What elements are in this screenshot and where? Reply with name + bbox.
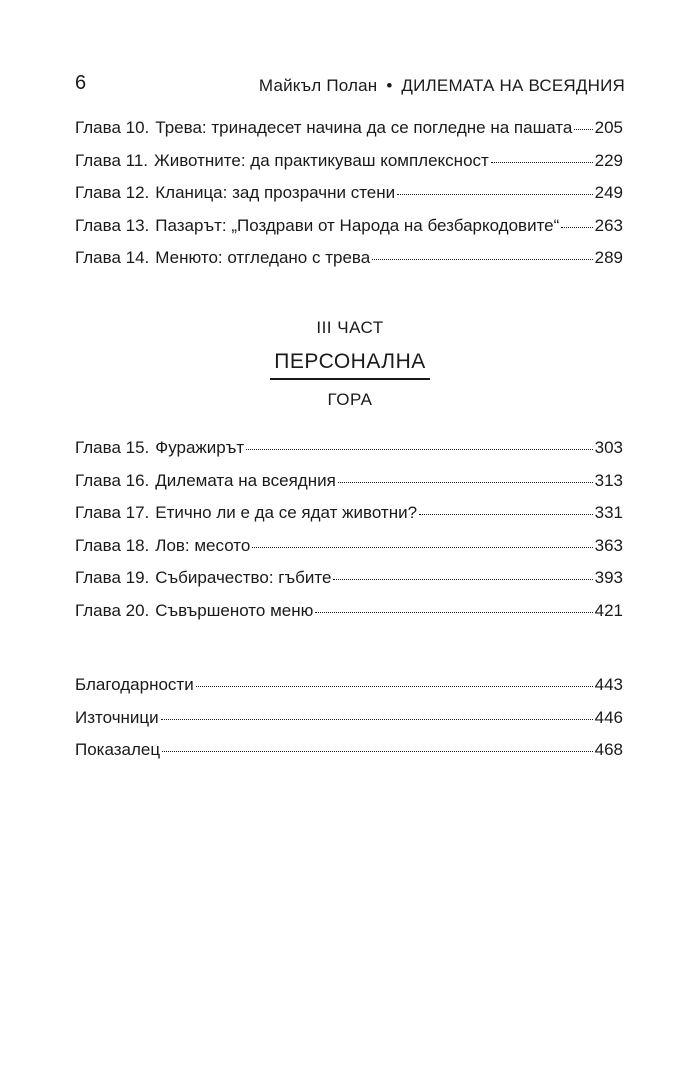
toc-section-part2 xyxy=(75,118,623,281)
toc-entry[interactable] xyxy=(75,601,623,634)
page-ref: 263 xyxy=(594,215,623,235)
page-ref: 313 xyxy=(594,470,623,490)
chapter-title: Кланица: зад прозрачни стени xyxy=(155,183,396,202)
page-ref: 229 xyxy=(594,150,623,170)
running-header xyxy=(75,72,625,98)
dot-leader xyxy=(372,259,592,260)
page-ref: 393 xyxy=(594,568,623,587)
dot-leader xyxy=(315,612,592,613)
part-label xyxy=(0,318,700,338)
dot-leader xyxy=(419,514,593,515)
chapter-number: Глава 13. xyxy=(75,215,150,235)
chapter-number: Глава 20. xyxy=(75,600,150,620)
page-ref: 363 xyxy=(594,535,623,555)
dot-leader xyxy=(574,129,592,130)
toc-entry[interactable] xyxy=(75,675,623,708)
dot-leader xyxy=(162,751,593,752)
part-label-text: III ЧАСТ xyxy=(316,318,384,337)
toc-entry[interactable] xyxy=(75,536,623,569)
toc-entry[interactable] xyxy=(75,151,623,184)
toc-entry[interactable] xyxy=(75,248,623,281)
chapter-title: Пазарът: „Поздрави от Народа на безбаркодовите“ xyxy=(155,215,560,235)
chapter-number: Глава 17. xyxy=(75,503,150,522)
page-number: 6 xyxy=(75,72,87,94)
chapter-title: Трева: тринадесет начина да се погледне на пашата xyxy=(155,118,573,137)
chapter-title: Етично ли е да се ядат животни? xyxy=(155,503,418,522)
page-ref: 421 xyxy=(594,600,623,620)
bullet-separator: • xyxy=(386,76,393,95)
dot-leader xyxy=(491,162,593,163)
dot-leader xyxy=(161,719,593,720)
part-title-text: ПЕРСОНАЛНА xyxy=(270,350,430,380)
dot-leader xyxy=(397,194,593,195)
dot-leader xyxy=(196,686,593,687)
page-ref: 331 xyxy=(594,503,623,522)
running-head xyxy=(259,76,625,96)
page-ref: 205 xyxy=(594,118,623,137)
chapter-title: Лов: месото xyxy=(155,535,251,555)
toc-entry[interactable] xyxy=(75,118,623,151)
part-title xyxy=(0,350,700,380)
page-ref: 249 xyxy=(594,183,623,202)
page-ref: 446 xyxy=(594,707,623,727)
chapter-title: Фуражирът xyxy=(155,438,245,457)
toc-entry[interactable] xyxy=(75,568,623,601)
chapter-number: Глава 11. xyxy=(75,150,149,170)
chapter-title: Събирачество: гъбите xyxy=(155,568,332,587)
toc-entry[interactable] xyxy=(75,438,623,471)
toc-section-part3 xyxy=(75,438,623,633)
section-title: Източници xyxy=(75,707,159,727)
chapter-title: Животните: да практикуваш комплексност xyxy=(154,150,489,170)
page-ref: 303 xyxy=(594,438,623,457)
dot-leader xyxy=(246,449,592,450)
page-ref: 289 xyxy=(594,248,623,267)
chapter-title: Менюто: отгледано с трева xyxy=(155,248,371,267)
page-ref: 443 xyxy=(594,675,623,694)
page-ref: 468 xyxy=(594,740,623,759)
toc-entry[interactable] xyxy=(75,216,623,249)
part-subtitle-text: ГОРА xyxy=(327,390,373,409)
dot-leader xyxy=(338,482,593,483)
chapter-number: Глава 14. xyxy=(75,248,150,267)
toc-entry[interactable] xyxy=(75,183,623,216)
section-title: Показалец xyxy=(75,740,161,759)
chapter-number: Глава 19. xyxy=(75,568,150,587)
chapter-number: Глава 18. xyxy=(75,535,150,555)
toc-entry[interactable] xyxy=(75,708,623,741)
chapter-number: Глава 12. xyxy=(75,183,150,202)
chapter-number: Глава 15. xyxy=(75,438,150,457)
toc-entry[interactable] xyxy=(75,471,623,504)
section-title: Благодарности xyxy=(75,675,194,694)
part-subtitle xyxy=(0,390,700,410)
dot-leader xyxy=(252,547,592,548)
dot-leader xyxy=(333,579,592,580)
chapter-number: Глава 16. xyxy=(75,470,150,490)
toc-entry[interactable] xyxy=(75,740,623,773)
author-name: Майкъл Полан xyxy=(258,76,378,95)
book-title: ДИЛЕМАТА НА ВСЕЯДНИЯ xyxy=(401,76,625,95)
chapter-title: Съвършеното меню xyxy=(155,600,314,620)
toc-entry[interactable] xyxy=(75,503,623,536)
dot-leader xyxy=(561,227,592,228)
chapter-title: Дилемата на всеядния xyxy=(155,470,336,490)
toc-section-backmatter xyxy=(75,675,623,773)
chapter-number: Глава 10. xyxy=(75,118,150,137)
